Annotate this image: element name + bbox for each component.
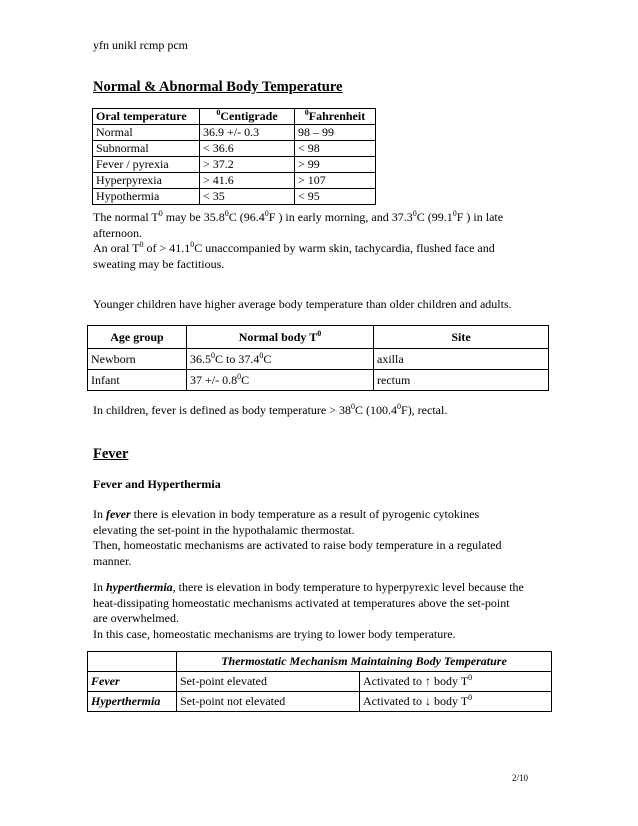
subsection-fever-hyperthermia: Fever and Hyperthermia [93, 477, 221, 491]
age-group-table [87, 325, 549, 391]
cell: Hyperpyrexia [93, 173, 200, 189]
cell: Subnormal [93, 141, 200, 157]
cell: Set-point not elevated [177, 692, 360, 712]
cell: 98 – 99 [295, 125, 376, 141]
cell: Normal [93, 125, 200, 141]
section-title-temperature: Normal & Abnormal Body Temperature [93, 79, 343, 95]
cell: Set-point elevated [177, 672, 360, 692]
table-header-row [93, 109, 376, 125]
table-row [93, 141, 376, 157]
cell: Infant [88, 370, 187, 391]
cell: Activated to ↓ body $T^0$ [360, 692, 552, 712]
cell: < 36.6 [200, 141, 295, 157]
header-age-group: Age group [88, 326, 187, 349]
table-row [93, 189, 376, 205]
table-header-row [88, 326, 549, 349]
table-header-row [88, 652, 552, 672]
cell: Newborn [88, 349, 187, 370]
thermostatic-mechanism-table [87, 651, 552, 712]
cell: Activated to ↑ body $T^0$ [360, 672, 552, 692]
cell: > 99 [295, 157, 376, 173]
cell: > 41.6 [200, 173, 295, 189]
table-row [88, 672, 552, 692]
table-row [88, 692, 552, 712]
cell: Hypothermia [93, 189, 200, 205]
header-oral-temperature: Oral temperature [93, 109, 200, 125]
normal-temperature-paragraph: The normal $T^0$ may be 35.8$^0$C (96.4$^0$F ) in early morning, and 37.3$^0$C (99.1$^0$F ) in late afternoon. An oral $T^0$ of > $41.1^0C$ unaccompanied by warm skin, tachycardia, flushed face and sweating may be factitious. [93, 209, 504, 271]
children-fever-definition: In children, fever is defined as body temperature > $38^0C$ (100.4$^0$F), rectal. [93, 402, 448, 417]
section-title-fever: Fever [93, 446, 129, 462]
hyperthermia-paragraph: In hyperthermia, there is elevation in body temperature to hyperpyrexic level because the heat-dissipating homeostatic mechanisms activated at temperatures above the set-point are overwhelmed. In this case, homeostatic mechanisms are trying to lower body temperature. [93, 580, 524, 641]
cell: > 107 [295, 173, 376, 189]
children-temperature-paragraph: Younger children have higher average body temperature than older children and adults. [93, 297, 512, 311]
table-row [93, 125, 376, 141]
cell: 36.9 +/- 0.3 [200, 125, 295, 141]
header-site: Site [374, 326, 549, 349]
header-thermostatic-mechanism: Thermostatic Mechanism Maintaining Body Temperature [177, 652, 552, 672]
cell: > 37.2 [200, 157, 295, 173]
table-row [88, 370, 549, 391]
table-row [93, 173, 376, 189]
header-normal-body-temp: Normal body $T^0$ [187, 326, 374, 349]
fever-paragraph: In fever there is elevation in body temperature as a result of pyrogenic cytokines elevating the set-point in the hypothalamic thermostat. Then, homeostatic mechanisms are activated to raise body temperature in a regulated manner. [93, 507, 502, 568]
page-number: 2/10 [512, 773, 529, 783]
table-row [93, 157, 376, 173]
cell: axilla [374, 349, 549, 370]
temperature-table [92, 108, 376, 205]
table-row [88, 349, 549, 370]
cell [88, 652, 177, 672]
cell: 36.5$^0$C to 37.4$^0$C [187, 349, 374, 370]
cell: rectum [374, 370, 549, 391]
cell: < 35 [200, 189, 295, 205]
cell: Hyperthermia [88, 692, 177, 712]
header-fahrenheit: $^0$Fahrenheit [295, 109, 376, 125]
cell: Fever / pyrexia [93, 157, 200, 173]
cell: 37 +/- $0.8^0C$ [187, 370, 374, 391]
page-header: yfn unikl rcmp pcm [93, 38, 188, 52]
cell: < 98 [295, 141, 376, 157]
cell: < 95 [295, 189, 376, 205]
cell: Fever [88, 672, 177, 692]
header-centigrade: $^0$Centigrade [200, 109, 295, 125]
